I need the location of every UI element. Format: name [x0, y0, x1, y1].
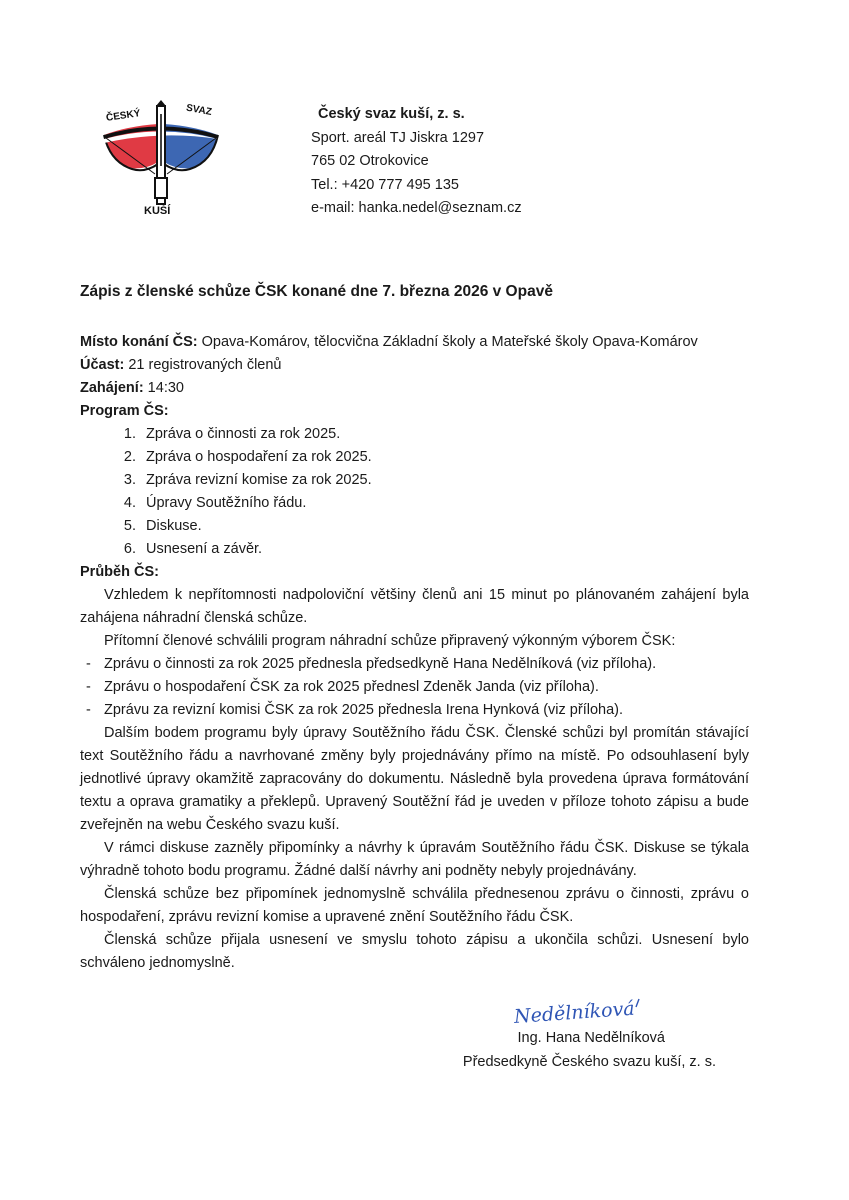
- paragraph-program-approved: Přítomní členové schválili program náhradní schůze připravený výkonným výborem ČSK:: [104, 633, 676, 649]
- program-item: 4. Úpravy Soutěžního řádu.: [140, 492, 749, 515]
- signature-text: Nedělníková: [513, 997, 636, 1029]
- address-line-1: Sport. areál TJ Jiskra 1297: [311, 129, 485, 146]
- attendance-label: Účast:: [80, 357, 125, 373]
- address-line-2: 765 02 Otrokovice: [311, 153, 429, 169]
- program-item: 2. Zpráva o hospodaření za rok 2025.: [140, 446, 749, 469]
- start-label: Zahájení:: [80, 380, 144, 396]
- program-heading: Program ČS:: [80, 403, 169, 419]
- handwritten-signature: [512, 993, 662, 1033]
- start-value: 14:30: [143, 380, 184, 396]
- paragraph-approval: Členská schůze bez připomínek jednomyslně schválila přednesenou zprávu o činnosti, zprávu o hospodaření, zprávu revizní komise a upravené znění Soutěžního řádu ČSK.: [80, 886, 749, 925]
- logo-text-right: SVAZ: [185, 102, 213, 118]
- program-item: 6. Usnesení a závěr.: [140, 538, 749, 561]
- document-title: Zápis z členské schůze ČSK konané dne 7. března 2026 v Opavě: [80, 283, 553, 300]
- program-item: 1. Zpráva o činnosti za rok 2025.: [140, 423, 749, 446]
- phone: Tel.: +420 777 495 135: [311, 176, 459, 193]
- start-field: [80, 377, 749, 400]
- email: e-mail: hanka.nedel@seznam.cz: [311, 200, 522, 216]
- paragraph-quorum: Vzhledem k nepřítomnosti nadpoloviční většiny členů ani 15 minut po plánovaném zahájení byla zahájena náhradní členská schůze.: [80, 587, 749, 626]
- document-body: [80, 331, 749, 975]
- reports-list: [80, 653, 749, 722]
- logo-text-bottom: KUŠÍ: [144, 205, 171, 217]
- report-item: - Zprávu za revizní komisi ČSK za rok 2025 přednesla Irena Hynková (viz příloha).: [80, 699, 749, 722]
- program-item: 5. Diskuse.: [140, 515, 749, 538]
- paragraph-rules-changes: Dalším bodem programu byly úpravy Soutěžního řádu ČSK. Členské schůzi byl promítán stávající text Soutěžního řádu a navrhované změny byly projednávány přímo na místě. Po odsouhlasení byly jednotlivé úpravy okamžitě zapracovány do dokumentu. Následně byla provedena úprava formátování textu a oprava gramatiky a překlepů. Upravený Soutěžní řád je uveden v příloze tohoto zápisu a bude zveřejněn na webu Českého svazu kuší.: [80, 725, 749, 833]
- program-item: 3. Zpráva revizní komise za rok 2025.: [140, 469, 749, 492]
- organization-contact: [311, 103, 522, 221]
- place-label: Místo konání ČS:: [80, 334, 198, 350]
- proceedings-heading: Průběh ČS:: [80, 564, 159, 580]
- place-field: [80, 331, 749, 354]
- place-value: Opava-Komárov, tělocvična Základní školy a Mateřské školy Opava-Komárov: [197, 334, 698, 350]
- org-name: Český svaz kuší, z. s.: [318, 106, 465, 122]
- program-list: [80, 423, 749, 561]
- report-item: - Zprávu o hospodaření ČSK za rok 2025 přednesl Zdeněk Janda (viz příloha).: [80, 676, 749, 699]
- attendance-field: [80, 354, 749, 377]
- paragraph-discussion: V rámci diskuse zazněly připomínky a návrhy k úpravám Soutěžního řádu ČSK. Diskuse se týkala výhradně tohoto bodu programu. Žádné další návrhy ani podněty nebyly projednávány.: [80, 840, 749, 879]
- paragraph-resolution: Členská schůze přijala usnesení ve smyslu tohoto zápisu a ukončila schůzi. Usnesení bylo schváleno jednomyslně.: [80, 932, 749, 971]
- signatory-name: Ing. Hana Nedělníková: [517, 1030, 665, 1046]
- report-item: - Zprávu o činnosti za rok 2025 přednesla předsedkyně Hana Nedělníková (viz příloha).: [80, 653, 749, 676]
- attendance-value: 21 registrovaných členů: [124, 357, 282, 373]
- crossbow-logo-icon: [100, 100, 222, 218]
- signatory-role: Předsedkyně Českého svazu kuší, z. s.: [462, 1054, 716, 1070]
- logo-text-left: ČESKÝ: [105, 108, 142, 124]
